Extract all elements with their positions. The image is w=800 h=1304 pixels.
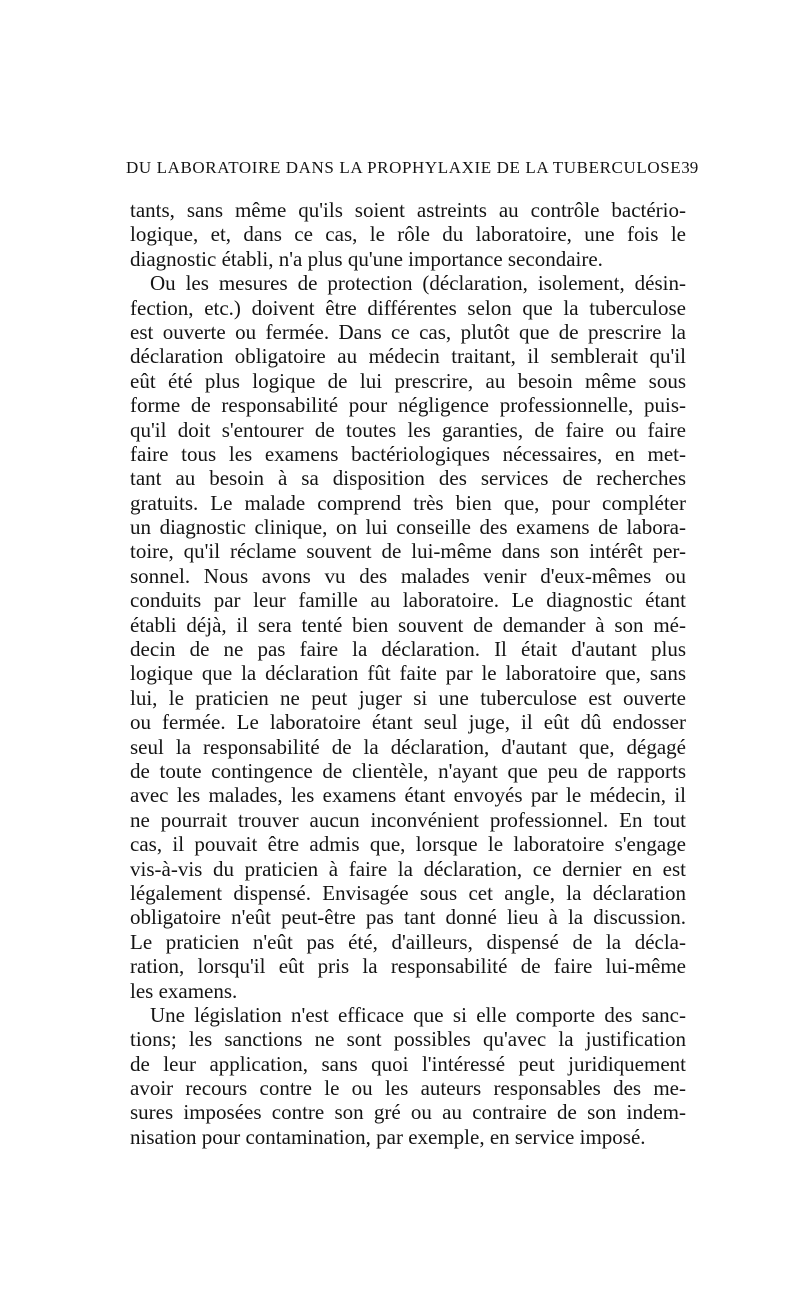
text-line: obligatoire n'eût peut-être pas tant donné lieu à la discussion. [130,905,686,930]
text-line: déclaration obligatoire au médecin traitant, il semblerait qu'il [130,344,686,369]
text-line: decin de ne pas faire la déclaration. Il était d'autant plus [130,637,686,662]
text-line: est ouverte ou fermée. Dans ce cas, plutôt que de prescrire la [130,319,686,344]
paragraph-2 [130,271,686,1003]
running-head [126,158,699,182]
text-line: qu'il doit s'entourer de toutes les garanties, de faire ou faire [130,417,686,442]
text-line: Ou les mesures de protection (déclaration, isolement, désin- [150,271,686,296]
running-head-title: DU LABORATOIRE DANS LA PROPHYLAXIE DE LA TUBERCULOSE [126,158,682,177]
text-line: forme de responsabilité pour négligence professionnelle, puis- [130,393,686,418]
text-line: établi déjà, il sera tenté bien souvent de demander à son mé- [130,612,686,637]
text-line: ne pourrait trouver aucun inconvénient professionnel. En tout [130,807,686,832]
text-line: avec les malades, les examens étant envoyés par le médecin, il [130,783,686,808]
text-line: eût été plus logique de lui prescrire, au besoin même sous [130,368,686,393]
text-line: tant au besoin à sa disposition des services de recherches [130,466,686,491]
text-line: vis-à-vis du praticien à faire la déclaration, ce dernier en est [130,856,686,881]
body-text [130,198,686,1149]
text-line: seul la responsabilité de la déclaration, d'autant que, dégagé [130,734,686,759]
text-line: diagnostic établi, n'a plus qu'une importance secondaire. [130,246,603,271]
text-line: logique que la déclaration fût faite par le laboratoire que, sans [130,661,686,686]
text-line: tants, sans même qu'ils soient astreints au contrôle bactério- [130,198,686,222]
text-line: tions; les sanctions ne sont possibles qu'avec la justification [130,1027,686,1052]
text-line: fection, etc.) doivent être différentes selon que la tuberculose [130,295,686,320]
text-line: Une législation n'est efficace que si elle comporte des sanc- [150,1002,686,1027]
text-line: Le praticien n'eût pas été, d'ailleurs, dispensé de la décla- [130,929,686,954]
text-line: faire tous les examens bactériologiques nécessaires, en met- [130,441,686,466]
text-line: les examens. [130,978,238,1003]
text-line: cas, il pouvait être admis que, lorsque le laboratoire s'engage [130,832,686,857]
text-line: de leur application, sans quoi l'intéressé peut juridiquement [130,1051,686,1076]
page-number: 39 [681,158,699,177]
paragraph-3 [130,1003,686,1149]
text-line: nisation pour contamination, par exemple, en service imposé. [130,1124,646,1149]
text-line: de toute contingence de clientèle, n'ayant que peu de rapports [130,758,686,783]
text-line: légalement dispensé. Envisagée sous cet angle, la déclaration [130,880,686,905]
text-line: gratuits. Le malade comprend très bien que, pour compléter [130,490,686,515]
text-line: ration, lorsqu'il eût pris la responsabilité de faire lui-même [130,954,686,979]
text-line: toire, qu'il réclame souvent de lui-même dans son intérêt per- [130,539,686,564]
text-line: lui, le praticien ne peut juger si une tuberculose est ouverte [130,685,686,710]
text-line: sures imposées contre son gré ou au contraire de son indem- [130,1100,686,1125]
text-line: logique, et, dans ce cas, le rôle du laboratoire, une fois le [130,222,686,247]
text-line: ou fermée. Le laboratoire étant seul juge, il eût dû endosser [130,710,686,735]
paragraph-1 [130,198,686,271]
text-line: un diagnostic clinique, on lui conseille des examens de labora- [130,515,686,540]
text-line: conduits par leur famille au laboratoire. Le diagnostic étant [130,588,686,613]
text-line: avoir recours contre le ou les auteurs responsables des me- [130,1076,686,1101]
text-line: sonnel. Nous avons vu des malades venir d'eux-mêmes ou [130,563,686,588]
